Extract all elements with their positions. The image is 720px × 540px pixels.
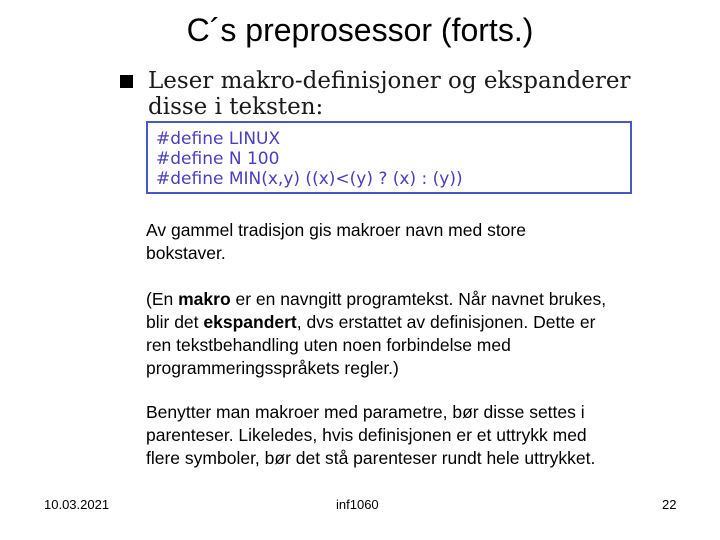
paragraph-line: Av gammel tradisjon gis makroer navn med store bbox=[146, 220, 526, 240]
paragraph-line: parenteser. Likeledes, hvis definisjonen er et uttrykk med bbox=[146, 425, 587, 445]
footer-page-number: 22 bbox=[662, 497, 677, 512]
slide-title: C´s preprosessor (forts.) bbox=[186, 12, 534, 48]
paragraph-line: flere symboler, bør det stå parenteser rundt hele uttrykket. bbox=[146, 448, 596, 468]
paragraph-line: Benytter man makroer med parametre, bør disse settes i bbox=[146, 402, 585, 422]
text-span: , dvs erstattet av definisjonen. Dette er bbox=[296, 312, 596, 332]
square-bullet-icon bbox=[120, 75, 133, 88]
paragraph-line bbox=[146, 311, 691, 334]
text-span: blir det bbox=[146, 312, 204, 332]
footer-course: inf1060 bbox=[336, 497, 379, 512]
bold-term-ekspandert: ekspandert bbox=[203, 312, 297, 332]
paragraph-naming-convention bbox=[146, 219, 691, 265]
footer-date: 10.03.2021 bbox=[44, 497, 110, 512]
bold-term-makro: makro bbox=[178, 289, 231, 309]
text-span: er en navngitt programtekst. Når navnet brukes, bbox=[230, 289, 607, 309]
code-box bbox=[146, 121, 632, 194]
code-line-2: #define N 100 bbox=[156, 149, 280, 169]
code-line-1: #define LINUX bbox=[156, 129, 281, 149]
paragraph-line: programmeringsspråkets regler.) bbox=[146, 358, 399, 378]
paragraph-line: ren tekstbehandling uten noen forbindelse med bbox=[146, 335, 511, 355]
code-line-3: #define MIN(x,y) ((x)<(y) ? (x) : (y)) bbox=[156, 169, 463, 189]
paragraph-macro-definition bbox=[146, 288, 691, 380]
bullet-line-1: Leser makro-definisjoner og ekspanderer bbox=[148, 68, 631, 94]
bullet-text bbox=[148, 68, 668, 120]
paragraph-line: bokstaver. bbox=[146, 243, 226, 263]
text-span: (En bbox=[146, 289, 179, 309]
bullet-line-2: disse i teksten: bbox=[148, 94, 324, 120]
paragraph-parameter-advice bbox=[146, 401, 691, 470]
paragraph-line bbox=[146, 288, 691, 311]
